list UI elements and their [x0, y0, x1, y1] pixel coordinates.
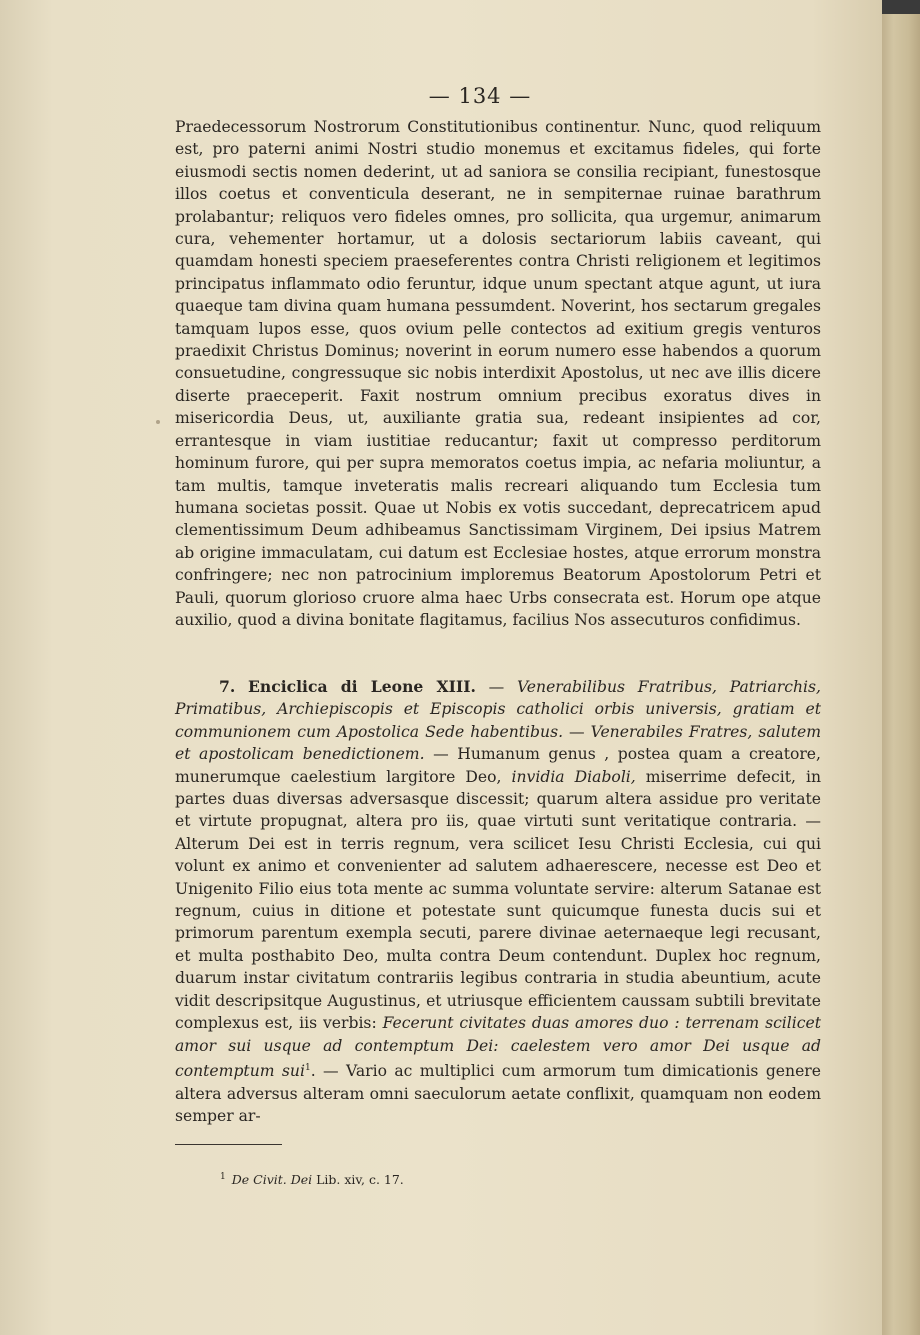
encyclical-address: Venerabilibus Fratribus, Patriarchis, Primatibus, Archiepiscopis et Episcopis catholici orbis universis, gratiam et communionem cum Apostolica Sede habentibus. [175, 678, 821, 741]
augustine-quote: Fecerunt civitates duas amores duo : terrenam scilicet amor sui usque ad contemptum Dei: caelestem vero amor Dei usque ad contemptum sui [175, 1014, 821, 1081]
footnote-ref: Lib. xiv, c. 17. [316, 1172, 404, 1188]
encyclical-greeting: Venerabiles Fratres, salutem et apostolicam benedictionem. [175, 722, 821, 764]
page-edge-top-dark [882, 0, 920, 14]
paragraph-1: Praedecessorum Nostrorum Constitutionibus continentur. Nunc, quod reliquum est, pro paterni animi Nostri studio monemus et excitamus fideles, qui forte eiusmodi sectis nomen dederint, ut ad saniora se consilia recipiant, funestosque illos coetus et conventicula deserant, ne in sempiternae ruinae barathrum prolabantur; reliquos vero fideles omnes, pro sollicita, qua urgemur, animarum cura, vehementer hortamur, ut a dolosis sectariorum labiis caveant, qui quamdam honesti speciem praeseferentes contra Christi religionem et legitimos principatus inflammato odio feruntur, idque unum spectant atque agunt, ut iura quaeque tam divina quam humana pessumdent. Noverint, hos sectarum gregales tamquam lupos esse, quos ovium pelle contectos ad exitium gregis venturos praedixit Christus Dominus; noverint in eorum numero esse habendos a quorum consuetudine, congressuque sic nobis interdixit Apostolus, ut nec ave illis dicere diserte praeceperit. Faxit nostrum omnium precibus exoratus dives in misericordia Deus, ut, auxiliante gratia sua, redeant insipientes ad cor, errantesque in viam iustitiae reducantur; faxit ut compresso perditorum hominum furore, qui per supra memoratos coetus impia, ac nefaria moliuntur, a tam multis, tamque inveteratis malis recreari aliquando tum Ecclesia tum humana societas possit. Quae ut Nobis ex votis succedant, deprecatricem apud clementissimum Deum adhibeamus Sanctissimam Virginem, Dei ipsius Matrem ab origine immaculatam, cui datum est Ecclesiae hostes, atque errorum monstra confringere; nec non patrocinium imploremus Beatorum Apostolorum Petri et Pauli, quorum glorioso cruore alma haec Urbs consecrata est. Horum ope atque auxilio, quod a divina bonitate flagitamus, facilius Nos assecuturos confidimus. [175, 118, 821, 629]
dash: — [475, 678, 517, 696]
paragraph-2-text [175, 676, 821, 1127]
body-text-segment: miserrime defecit, in partes duas diversas adversasque discessit; quarum altera assidue pro veritate et virtute propugnat, altera pro iis, quae virtuti sunt veritatique contraria. — Alterum Dei est in terris regnum, vera scilicet Iesu Christi Ecclesia, cui qui volunt ex animo et convenienter ad salutem adhaerescere, necesse est Deo et Unigenito Filio eius tota mente ac summa voluntate servire: alterum Satanae est regnum, cuius in ditione et potestate sunt quicumque funesta ducis sui et primorum parentum exempla secuti, parere divinae aeternaeque legi recusant, et multa posthabito Deo, multa contra Deum contendunt. Duplex hoc regnum, duarum instar civitatum contrariis legibus contraria in studia abeuntium, acute vidit descripsitque Augustinus, et utriusque efficientem caussam subtili brevitate complexus est, iis verbis: [175, 767, 821, 1033]
section-title: Enciclica di Leone XIII. [248, 677, 476, 696]
footnote-mark: 1 [220, 1172, 226, 1182]
body-text-segment: . — Vario ac multiplici cum armorum tum dimicationis genere altera adversus alteram omni saeculorum aetate conflixit, quamquam non eodem semper ar- [175, 1062, 821, 1125]
body-text-segment: — Humanum genus , postea quam a creatore, munerumque caelestium largitore Deo, [175, 745, 821, 786]
page-edge-shadow [882, 0, 920, 1335]
dash: — [563, 722, 591, 741]
footnote-divider [175, 1144, 282, 1145]
page-number: — 134 — [428, 84, 532, 108]
footnote-source: De Civit. Dei [231, 1172, 313, 1188]
footnote-reference: 1 [304, 1062, 311, 1073]
italic-phrase: invidia Diaboli, [511, 767, 636, 786]
footnote [220, 1172, 404, 1187]
paper-speck [156, 420, 160, 424]
section-number: 7. [219, 677, 236, 696]
paragraph-2 [175, 676, 821, 1127]
